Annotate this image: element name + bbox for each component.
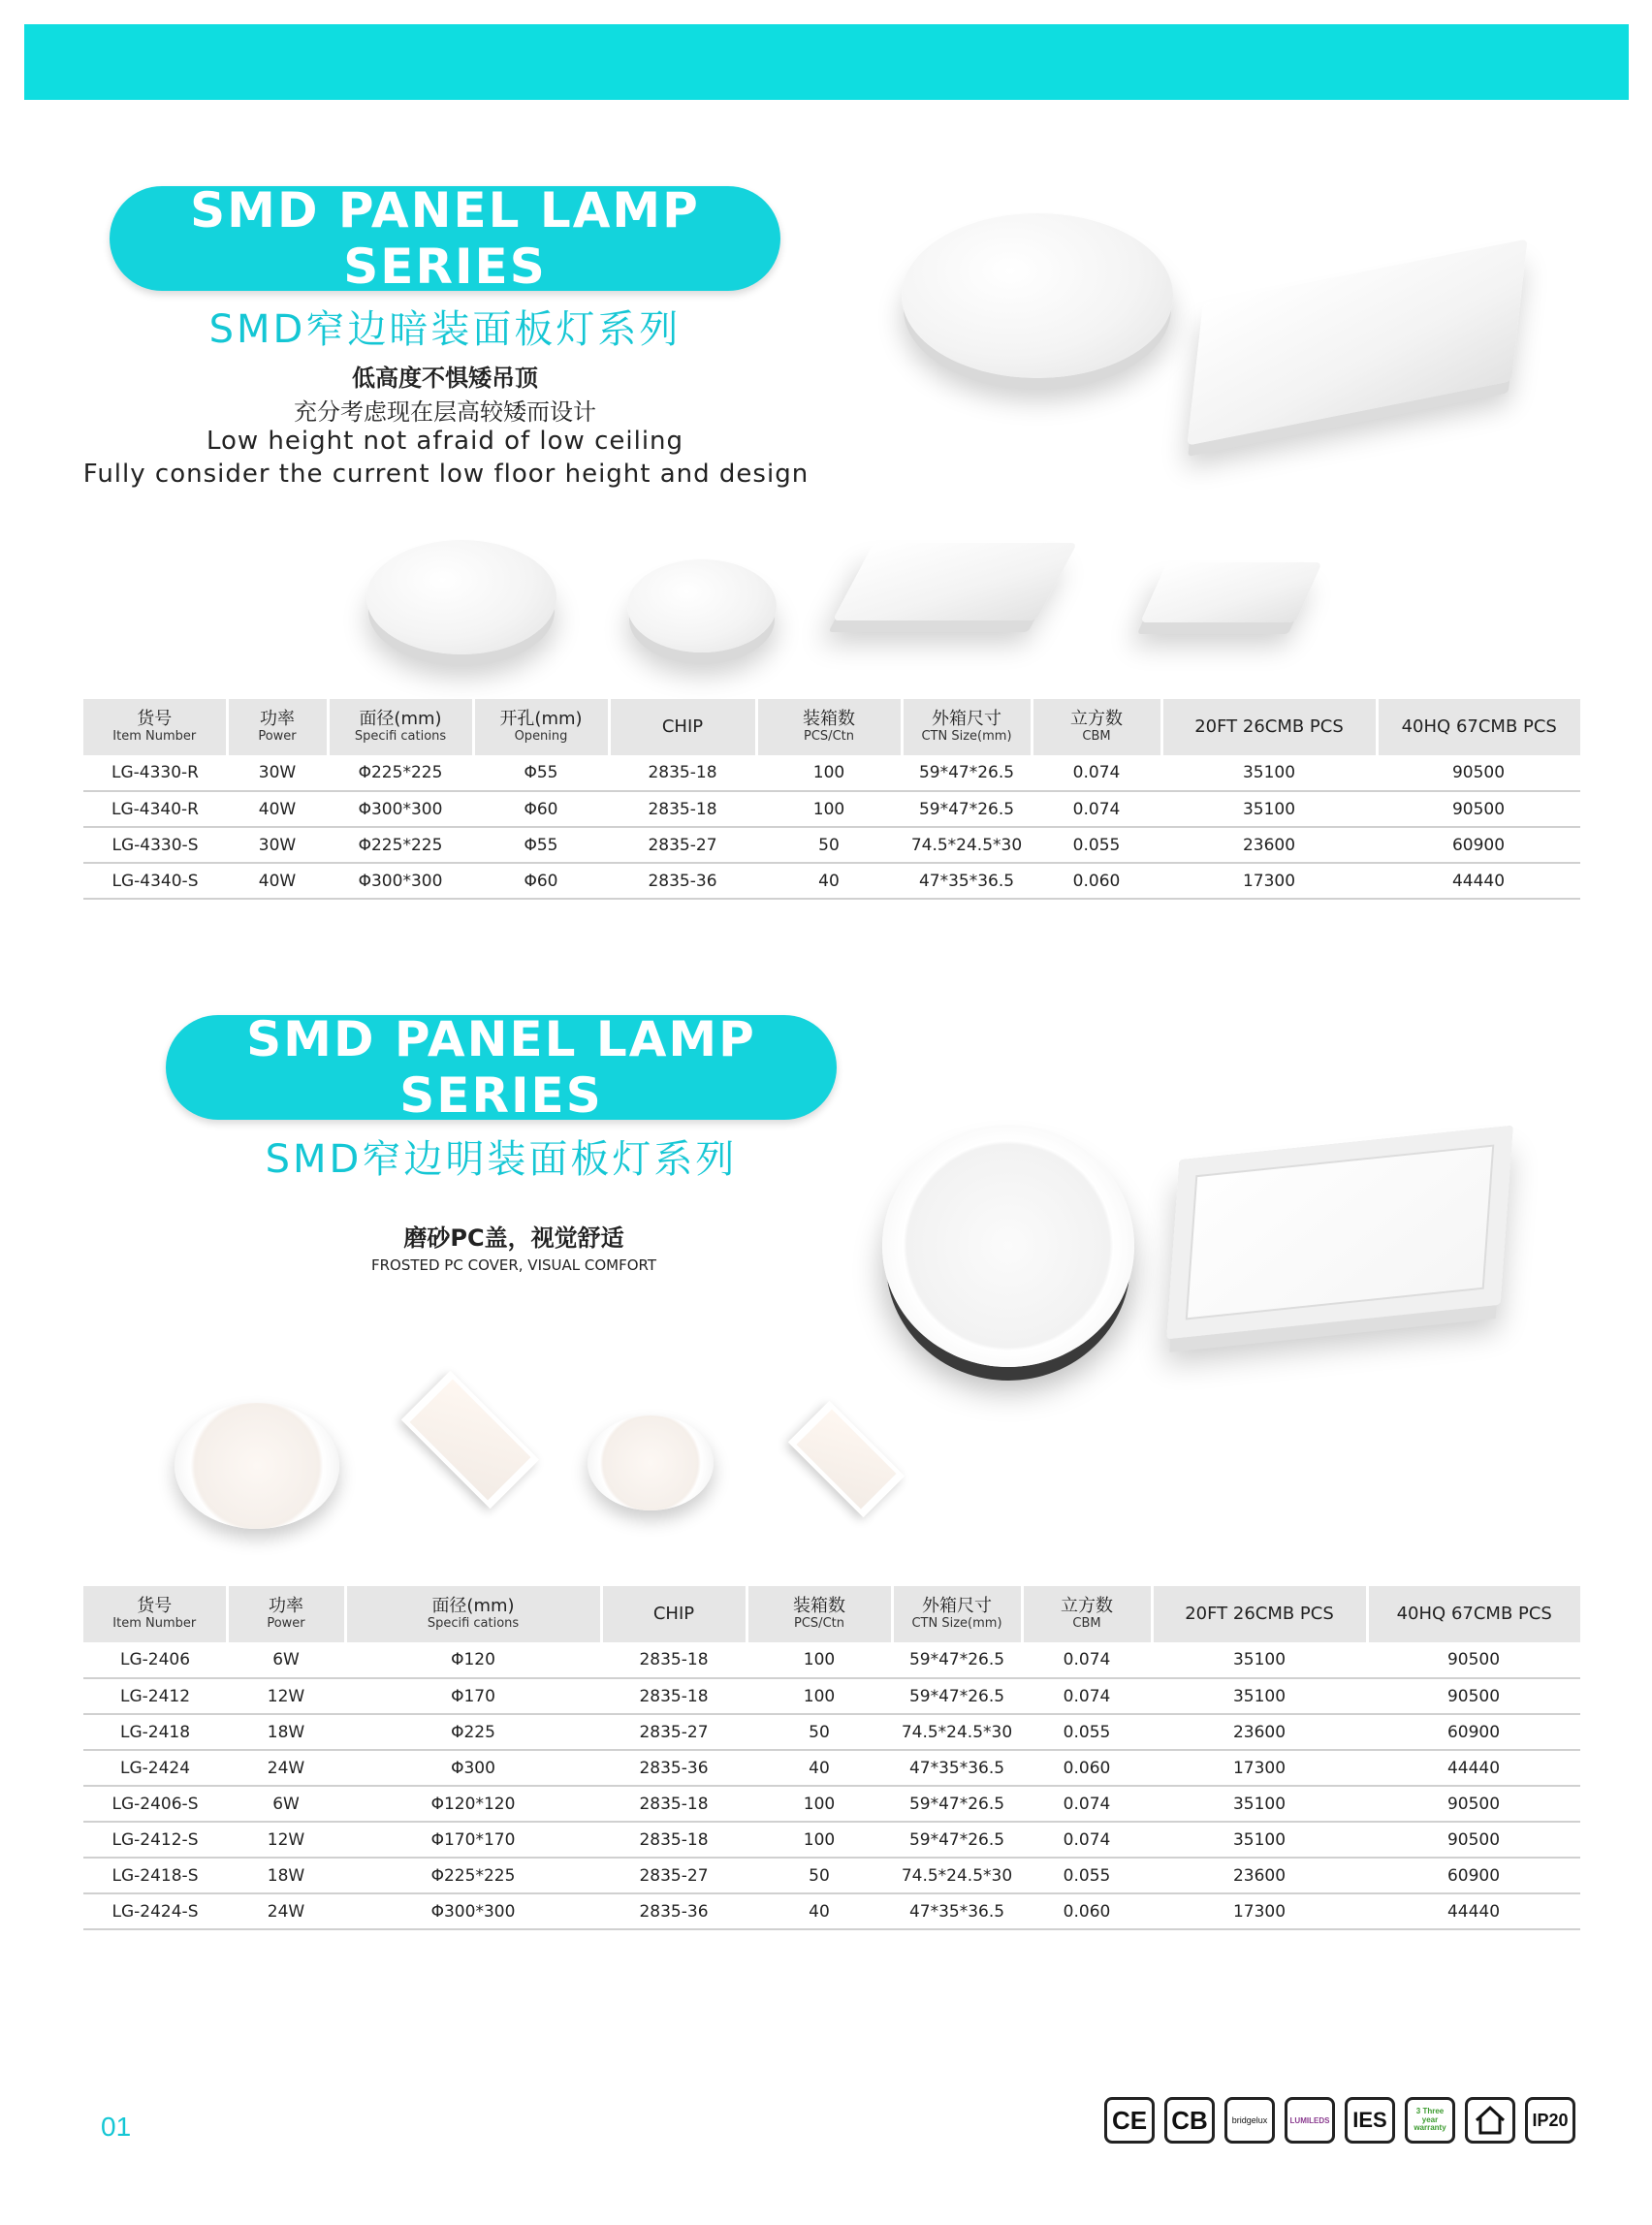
table-cell: 2835-36 — [601, 1893, 747, 1929]
table-cell: Φ225*225 — [328, 755, 473, 791]
col-header-ctn-size: 外箱尺寸 CTN Size(mm) — [892, 1586, 1022, 1642]
table-row — [83, 1750, 1580, 1786]
table-cell: 2835-36 — [601, 1750, 747, 1786]
col-header-power: 功率 Power — [227, 1586, 345, 1642]
surface-square-panel-image — [1166, 1126, 1513, 1340]
section2-feature-cn: 磨砂PC盖，视觉舒适 — [403, 1224, 624, 1252]
table-cell: 47*35*36.5 — [902, 863, 1032, 899]
col-header-pcs-ctn: 装箱数 PCS/Ctn — [756, 699, 902, 755]
table-cell: Φ225*225 — [328, 827, 473, 863]
section1-title: SMD PANEL LAMP SERIES — [110, 186, 780, 291]
table-cell: 90500 — [1367, 1786, 1580, 1822]
table-cell: 60900 — [1377, 827, 1580, 863]
table-cell: 59*47*26.5 — [902, 791, 1032, 827]
table-row — [83, 755, 1580, 791]
table-cell: 0.060 — [1022, 1893, 1152, 1929]
recessed-round-panel-image — [902, 213, 1173, 378]
table-cell: 100 — [747, 1642, 892, 1678]
table-cell: 0.060 — [1022, 1750, 1152, 1786]
table-cell: 40 — [747, 1893, 892, 1929]
table-cell: 0.074 — [1022, 1786, 1152, 1822]
table-cell: 2835-18 — [609, 755, 756, 791]
section1-feature-cn-detail: 充分考虑现在层高较矮而设计 — [294, 398, 596, 426]
page-number: 01 — [101, 2112, 132, 2142]
table-cell: 2835-36 — [609, 863, 756, 899]
table-cell: 44440 — [1367, 1893, 1580, 1929]
thumb-surface-square-small — [788, 1401, 905, 1518]
table-cell: LG-2418 — [83, 1714, 227, 1750]
table-cell: LG-2424 — [83, 1750, 227, 1786]
table-cell: 90500 — [1367, 1822, 1580, 1858]
recessed-square-panel-image — [1187, 238, 1527, 445]
table-cell: Φ300 — [345, 1750, 601, 1786]
col-header-40hq: 40HQ 67CMB PCS — [1377, 699, 1580, 755]
table-cell: 18W — [227, 1858, 345, 1893]
section2-feature-en: FROSTED PC COVER, VISUAL COMFORT — [370, 1256, 657, 1274]
table-row — [83, 1714, 1580, 1750]
table-row — [83, 1858, 1580, 1893]
table-cell: 2835-18 — [601, 1678, 747, 1714]
warranty-3-year-icon: 3 Three year warranty — [1405, 2097, 1455, 2144]
table-cell: 30W — [227, 755, 328, 791]
table-cell: LG-4330-S — [83, 827, 227, 863]
table-cell: 0.074 — [1022, 1642, 1152, 1678]
table-cell: 0.055 — [1022, 1858, 1152, 1893]
ce-cert-icon: CE — [1104, 2097, 1155, 2144]
table-cell: 100 — [756, 755, 902, 791]
table-cell: Φ60 — [473, 863, 609, 899]
section2-title: SMD PANEL LAMP SERIES — [166, 1015, 837, 1120]
thumb-square-large — [833, 543, 1078, 620]
col-header-opening: 开孔(mm) Opening — [473, 699, 609, 755]
col-header-40hq: 40HQ 67CMB PCS — [1367, 1586, 1580, 1642]
table-row — [83, 827, 1580, 863]
table-cell: LG-2418-S — [83, 1858, 227, 1893]
table-cell: 18W — [227, 1714, 345, 1750]
table-cell: 90500 — [1377, 755, 1580, 791]
table-cell: 0.055 — [1022, 1714, 1152, 1750]
table-cell: 35100 — [1152, 1786, 1367, 1822]
table-cell: 0.060 — [1032, 863, 1161, 899]
section2-spec-table — [83, 1586, 1580, 1930]
table-row — [83, 1678, 1580, 1714]
table-cell: LG-2406-S — [83, 1786, 227, 1822]
table-cell: 100 — [747, 1822, 892, 1858]
table-row — [83, 1822, 1580, 1858]
table-cell: 0.074 — [1022, 1822, 1152, 1858]
table-cell: Φ120*120 — [345, 1786, 601, 1822]
table-cell: 74.5*24.5*30 — [892, 1714, 1022, 1750]
table-cell: Φ225*225 — [345, 1858, 601, 1893]
indoor-house-icon — [1465, 2097, 1515, 2144]
table-cell: 40 — [747, 1750, 892, 1786]
thumb-surface-round-large — [175, 1403, 339, 1529]
table-cell: 24W — [227, 1750, 345, 1786]
table-cell: Φ170*170 — [345, 1822, 601, 1858]
table-row — [83, 1642, 1580, 1678]
table-cell: 0.074 — [1022, 1678, 1152, 1714]
table-cell: LG-4330-R — [83, 755, 227, 791]
table-cell: 2835-27 — [601, 1858, 747, 1893]
table-cell: Φ55 — [473, 755, 609, 791]
table-cell: LG-2406 — [83, 1642, 227, 1678]
thumb-round-large — [366, 540, 556, 654]
table-cell: 59*47*26.5 — [892, 1786, 1022, 1822]
table-cell: LG-2424-S — [83, 1893, 227, 1929]
table-cell: 74.5*24.5*30 — [902, 827, 1032, 863]
col-header-cbm: 立方数 CBM — [1022, 1586, 1152, 1642]
thumb-surface-round-small — [588, 1415, 714, 1510]
table-cell: 6W — [227, 1786, 345, 1822]
col-header-20ft: 20FT 26CMB PCS — [1161, 699, 1377, 755]
table-cell: Φ60 — [473, 791, 609, 827]
table-cell: 0.074 — [1032, 791, 1161, 827]
table-cell: 35100 — [1152, 1642, 1367, 1678]
col-header-specifications: 面径(mm) Specifi cations — [328, 699, 473, 755]
table-cell: 35100 — [1161, 755, 1377, 791]
table-cell: LG-2412 — [83, 1678, 227, 1714]
table-cell: 90500 — [1367, 1678, 1580, 1714]
col-header-power: 功率 Power — [227, 699, 328, 755]
table-cell: 59*47*26.5 — [902, 755, 1032, 791]
table-cell: LG-4340-R — [83, 791, 227, 827]
section2-subtitle: SMD窄边明装面板灯系列 — [265, 1137, 738, 1182]
table-cell: 0.055 — [1032, 827, 1161, 863]
table-cell: 2835-18 — [601, 1642, 747, 1678]
col-header-specifications: 面径(mm) Specifi cations — [345, 1586, 601, 1642]
table-cell: 100 — [756, 791, 902, 827]
table-cell: LG-2412-S — [83, 1822, 227, 1858]
table-cell: 40 — [756, 863, 902, 899]
top-color-band — [24, 24, 1629, 100]
table-cell: 6W — [227, 1642, 345, 1678]
section1-spec-table — [83, 699, 1580, 900]
table-cell: 2835-18 — [609, 791, 756, 827]
table-cell: 60900 — [1367, 1714, 1580, 1750]
table-cell: 50 — [756, 827, 902, 863]
col-header-cbm: 立方数 CBM — [1032, 699, 1161, 755]
table-cell: 40W — [227, 863, 328, 899]
section1-feature-cn: 低高度不惧矮吊顶 — [352, 365, 538, 392]
table-row — [83, 791, 1580, 827]
table-cell: 35100 — [1152, 1822, 1367, 1858]
section1-feature-en-detail: Fully consider the current low floor height and design — [82, 460, 810, 489]
col-header-item-number: 货号 Item Number — [83, 699, 227, 755]
table-cell: 50 — [747, 1858, 892, 1893]
table-cell: 47*35*36.5 — [892, 1893, 1022, 1929]
cb-cert-icon: CB — [1164, 2097, 1215, 2144]
table-cell: 60900 — [1367, 1858, 1580, 1893]
col-header-chip: CHIP — [601, 1586, 747, 1642]
thumb-square-small — [1140, 562, 1322, 622]
table-cell: 17300 — [1152, 1750, 1367, 1786]
table-cell: 100 — [747, 1678, 892, 1714]
table-cell: 74.5*24.5*30 — [892, 1858, 1022, 1893]
col-header-ctn-size: 外箱尺寸 CTN Size(mm) — [902, 699, 1032, 755]
table-cell: Φ120 — [345, 1642, 601, 1678]
section1-feature-en: Low height not afraid of low ceiling — [206, 427, 684, 456]
bridgelux-logo-icon: bridgelux — [1224, 2097, 1275, 2144]
table-cell: 47*35*36.5 — [892, 1750, 1022, 1786]
table-cell: 2835-18 — [601, 1786, 747, 1822]
col-header-item-number: 货号 Item Number — [83, 1586, 227, 1642]
table-cell: 44440 — [1367, 1750, 1580, 1786]
lumileds-logo-icon: LUMILEDS — [1285, 2097, 1335, 2144]
table-cell: 50 — [747, 1714, 892, 1750]
table-cell: 17300 — [1161, 863, 1377, 899]
col-header-chip: CHIP — [609, 699, 756, 755]
table-cell: Φ300*300 — [345, 1893, 601, 1929]
table-cell: 90500 — [1367, 1642, 1580, 1678]
table-cell: 23600 — [1161, 827, 1377, 863]
table-header-row — [83, 699, 1580, 755]
table-cell: 44440 — [1377, 863, 1580, 899]
col-header-pcs-ctn: 装箱数 PCS/Ctn — [747, 1586, 892, 1642]
table-cell: 23600 — [1152, 1858, 1367, 1893]
table-cell: 12W — [227, 1678, 345, 1714]
table-cell: 30W — [227, 827, 328, 863]
table-cell: LG-4340-S — [83, 863, 227, 899]
table-cell: 90500 — [1377, 791, 1580, 827]
ies-cert-icon: IES — [1345, 2097, 1395, 2144]
table-cell: 59*47*26.5 — [892, 1678, 1022, 1714]
table-cell: 23600 — [1152, 1714, 1367, 1750]
table-cell: 59*47*26.5 — [892, 1642, 1022, 1678]
table-cell: 35100 — [1161, 791, 1377, 827]
table-cell: 100 — [747, 1786, 892, 1822]
table-cell: Φ225 — [345, 1714, 601, 1750]
table-cell: 59*47*26.5 — [892, 1822, 1022, 1858]
table-cell: 40W — [227, 791, 328, 827]
thumb-round-small — [627, 559, 777, 652]
table-cell: Φ300*300 — [328, 863, 473, 899]
table-header-row — [83, 1586, 1580, 1642]
table-row — [83, 1893, 1580, 1929]
section1-subtitle: SMD窄边暗装面板灯系列 — [208, 307, 682, 352]
table-cell: 2835-18 — [601, 1822, 747, 1858]
table-cell: 17300 — [1152, 1893, 1367, 1929]
ip20-rating-icon: IP20 — [1525, 2097, 1575, 2144]
table-cell: 12W — [227, 1822, 345, 1858]
col-header-20ft: 20FT 26CMB PCS — [1152, 1586, 1367, 1642]
table-row — [83, 1786, 1580, 1822]
thumb-surface-square-large — [401, 1371, 539, 1509]
house-icon — [1474, 2105, 1507, 2136]
table-row — [83, 863, 1580, 899]
table-cell: 35100 — [1152, 1678, 1367, 1714]
table-cell: 0.074 — [1032, 755, 1161, 791]
table-cell: 2835-27 — [601, 1714, 747, 1750]
table-cell: 24W — [227, 1893, 345, 1929]
table-cell: Φ300*300 — [328, 791, 473, 827]
surface-round-panel-image — [882, 1125, 1134, 1367]
table-cell: 2835-27 — [609, 827, 756, 863]
table-cell: Φ55 — [473, 827, 609, 863]
table-cell: Φ170 — [345, 1678, 601, 1714]
